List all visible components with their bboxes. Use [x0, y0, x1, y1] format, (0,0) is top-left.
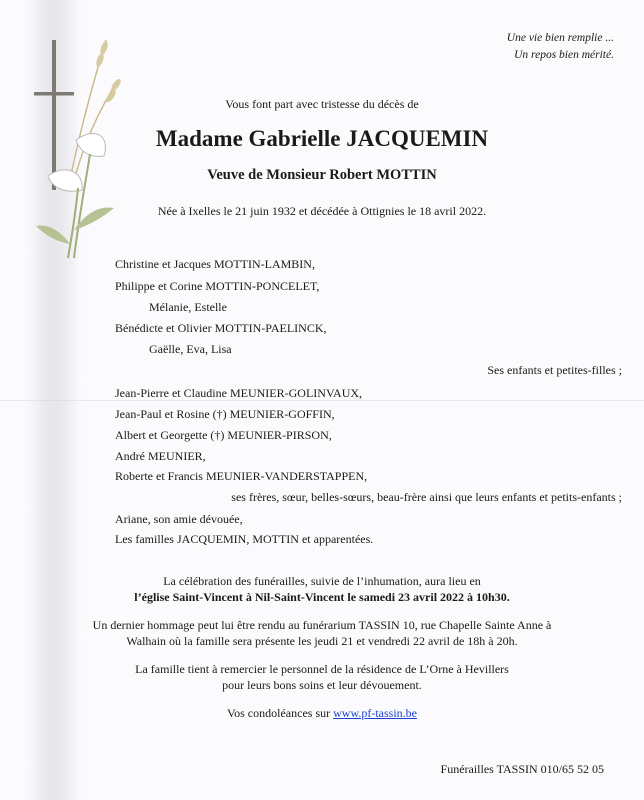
family-sibling-line: André MEUNIER,: [115, 449, 206, 463]
thanks-line-1: La famille tient à remercier le personnel de la résidence de L’Orne à Hevillers: [135, 662, 509, 676]
widow-of: Veuve de Monsieur Robert MOTTIN: [207, 167, 437, 183]
ceremony-line-2: l’église Saint-Vincent à Nil-Saint-Vincent le samedi 23 avril 2022 à 10h30.: [134, 590, 510, 604]
family-child-line: Bénédicte et Olivier MOTTIN-PAELINCK,: [115, 321, 327, 335]
children-label: Ses enfants et petites-filles ;: [487, 363, 622, 377]
family-grandchild-line: Mélanie, Estelle: [149, 300, 227, 314]
family-sibling-line: Roberte et Francis MEUNIER-VANDERSTAPPEN,: [115, 469, 368, 483]
families-line: Les familles JACQUEMIN, MOTTIN et apparentées.: [115, 532, 374, 546]
ceremony-line-1: La célébration des funérailles, suivie de l’inhumation, aura lieu en: [163, 574, 481, 588]
epitaph-line-2: Un repos bien mérité.: [514, 49, 614, 61]
intro-text: Vous font part avec tristesse du décès de: [225, 97, 419, 111]
epitaph-line-1: Une vie bien remplie ...: [506, 32, 614, 44]
family-grandchild-line: Gaëlle, Eva, Lisa: [149, 342, 232, 356]
friend-line: Ariane, son amie dévouée,: [115, 512, 243, 526]
family-sibling-line: Jean-Paul et Rosine (†) MEUNIER-GOFFIN,: [115, 407, 335, 421]
siblings-label: ses frères, sœur, belles-sœurs, beau-frère ainsi que leurs enfants et petits-enfants ;: [231, 490, 622, 504]
family-sibling-line: Jean-Pierre et Claudine MEUNIER-GOLINVAUX,: [115, 386, 363, 400]
family-child-line: Philippe et Corine MOTTIN-PONCELET,: [115, 279, 320, 293]
visitation-line-2: Walhain où la famille sera présente les jeudi 21 et vendredi 22 avril de 18h à 20h.: [126, 634, 518, 648]
condolences-line: [0, 706, 644, 720]
funeral-home-contact: Funérailles TASSIN 010/65 52 05: [440, 762, 604, 776]
birth-death-dates: Née à Ixelles le 21 juin 1932 et décédée à Ottignies le 18 avril 2022.: [157, 204, 487, 218]
paper-fold-line: [0, 400, 644, 401]
family-sibling-line: Albert et Georgette (†) MEUNIER-PIRSON,: [115, 428, 332, 442]
deceased-name: Madame Gabrielle JACQUEMIN: [155, 126, 489, 151]
lily-icon: [36, 133, 114, 258]
condolences-link[interactable]: www.pf-tassin.be: [333, 706, 417, 720]
family-child-line: Christine et Jacques MOTTIN-LAMBIN,: [115, 257, 315, 271]
visitation-line-1: Un dernier hommage peut lui être rendu au funérarium TASSIN 10, rue Chapelle Sainte Anne à: [92, 618, 552, 632]
condolences-prefix: Vos condoléances sur: [227, 706, 334, 720]
thanks-line-2: pour leurs bons soins et leur dévouement.: [222, 678, 422, 692]
